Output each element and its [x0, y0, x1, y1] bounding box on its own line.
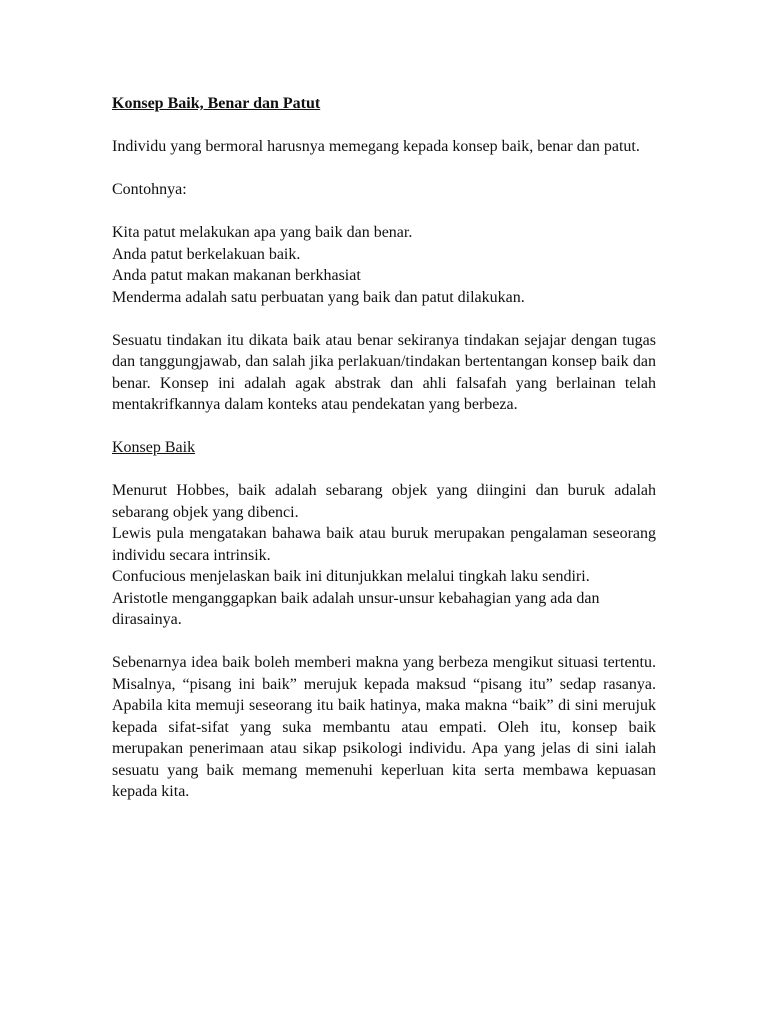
example-line: Anda patut makan makanan berkhasiat	[112, 267, 361, 284]
spacer	[112, 308, 656, 330]
spacer	[112, 459, 656, 481]
view-lewis: Lewis pula mengatakan bahawa baik atau buruk merupakan pengalaman seseorang individu secara intrinsik.	[112, 525, 656, 564]
view-confucious: Confucious menjelaskan baik ini ditunjukkan melalui tingkah laku sendiri.	[112, 568, 590, 585]
definition-paragraph: Sesuatu tindakan itu dikata baik atau benar sekiranya tindakan sejajar dengan tugas dan tanggungjawab, dan salah jika perlakuan/tindakan bertentangan konsep baik dan benar. Konsep ini adalah agak abstrak dan ahli falsafah yang berlainan telah mentakrifkannya dalam konteks atau pendekatan yang berbeza.	[112, 331, 656, 413]
spacer	[112, 416, 656, 438]
intro-paragraph: Individu yang bermoral harusnya memegang kepada konsep baik, benar dan patut.	[112, 138, 640, 155]
spacer	[112, 631, 656, 653]
example-line: Anda patut berkelakuan baik.	[112, 245, 301, 263]
document-title: Konsep Baik, Benar dan Patut	[112, 95, 321, 112]
view-hobbes: Menurut Hobbes, baik adalah sebarang objek yang diingini dan buruk adalah sebarang objek yang dibenci.	[112, 482, 656, 521]
section-subheading: Konsep Baik	[112, 439, 196, 456]
conclusion-paragraph: Sebenarnya idea baik boleh memberi makna yang berbeza mengikut situasi tertentu. Misalnya, “pisang ini baik” merujuk kepada maksud “pisang itu” sedap rasanya. Apabila kita memuji seseorang itu baik hatinya, maka makna “baik” di sini merujuk kepada sifat-sifat yang suka membantu atau empati. Oleh itu, konsep baik merupakan penerimaan atau sikap psikologi individu. Apa yang jelas di sini ialah sesuatu yang baik memang memenuhi keperluan kita serta membawa kepuasan kepada kita.	[112, 654, 656, 800]
document-page	[112, 93, 656, 803]
view-aristotle: Aristotle menganggapkan baik adalah unsur-unsur kebahagian yang ada dan dirasainya.	[112, 589, 600, 628]
example-line: Menderma adalah satu perbuatan yang baik dan patut dilakukan.	[112, 288, 525, 306]
spacer	[112, 115, 656, 137]
spacer	[112, 158, 656, 180]
spacer	[112, 201, 656, 223]
example-line: Kita patut melakukan apa yang baik dan benar.	[112, 224, 413, 241]
examples-label: Contohnya:	[112, 181, 187, 198]
